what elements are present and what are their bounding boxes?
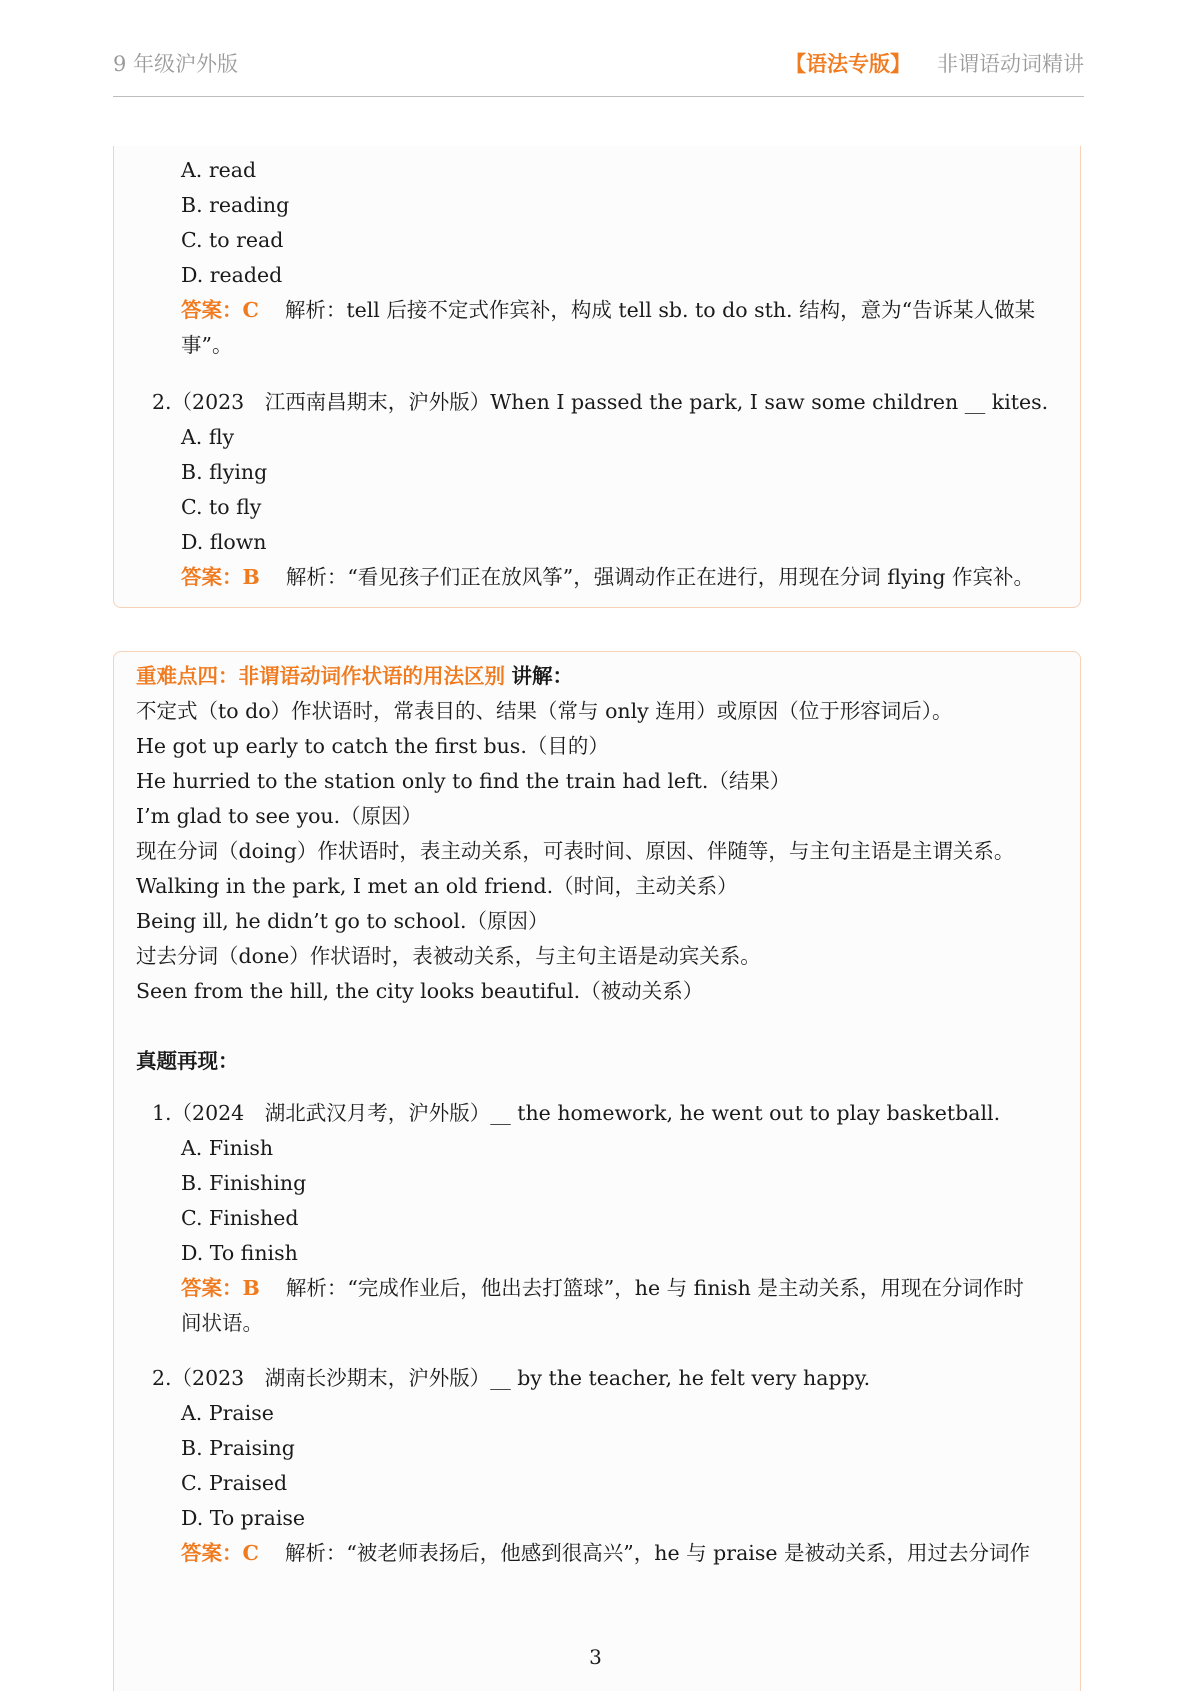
option: A. fly bbox=[181, 425, 235, 449]
answer-label: 答案：C bbox=[181, 1541, 259, 1565]
option: B. reading bbox=[181, 193, 290, 217]
explanation: 解析：“被老师表扬后，他感到很高兴”，he 与 praise 是被动关系，用过去分词作 bbox=[284, 1541, 1031, 1565]
answer-label: 答案：C bbox=[181, 298, 259, 322]
example-sentence: I’m glad to see you.（原因） bbox=[136, 804, 423, 828]
option: A. read bbox=[181, 158, 257, 182]
example-sentence: Seen from the hill, the city looks beautiful.（被动关系） bbox=[136, 979, 704, 1003]
option: D. To praise bbox=[181, 1506, 306, 1530]
header-tag: 【语法专版】 bbox=[785, 52, 911, 76]
option: C. to fly bbox=[181, 495, 262, 519]
explanation-line: 过去分词（done）作状语时，表被动关系，与主句主语是动宾关系。 bbox=[136, 944, 761, 968]
example-sentence: He got up early to catch the first bus.（目的） bbox=[136, 734, 609, 758]
option: D. To finish bbox=[181, 1241, 298, 1265]
explanation-continued: 事”。 bbox=[181, 333, 233, 357]
option: D. flown bbox=[181, 530, 267, 554]
answer-line bbox=[181, 1274, 1024, 1302]
answer-label: 答案：B bbox=[181, 565, 260, 589]
option: B. flying bbox=[181, 460, 268, 484]
explanation: 解析：“看见孩子们正在放风筝”，强调动作正在进行，用现在分词 flying 作宾补。 bbox=[285, 565, 1034, 589]
section-title-main: 重难点四：非谓语动词作状语的用法区别 bbox=[136, 664, 505, 688]
header-topic: 非谓语动词精讲 bbox=[937, 52, 1084, 76]
answer-label: 答案：B bbox=[181, 1276, 260, 1300]
example-sentence: He hurried to the station only to find the train had left.（结果） bbox=[136, 769, 791, 793]
option: A. Praise bbox=[181, 1401, 274, 1425]
explanation: 解析：tell 后接不定式作宾补，构成 tell sb. to do sth. 结构，意为“告诉某人做某 bbox=[284, 298, 1036, 322]
option: C. Praised bbox=[181, 1471, 288, 1495]
example-sentence: Being ill, he didn’t go to school.（原因） bbox=[136, 909, 549, 933]
question-stem: 2.（2023 湖南长沙期末，沪外版）__ by the teacher, he felt very happy. bbox=[152, 1366, 871, 1390]
explanation: 解析：“完成作业后，他出去打篮球”，he 与 finish 是主动关系，用现在分词作时 bbox=[285, 1276, 1024, 1300]
explanation-line: 现在分词（doing）作状语时，表主动关系，可表时间、原因、伴随等，与主句主语是主谓关系。 bbox=[136, 839, 1015, 863]
answer-line bbox=[181, 563, 1034, 591]
question-stem: 2.（2023 江西南昌期末，沪外版）When I passed the park, I saw some children __ kites. bbox=[152, 390, 1049, 414]
explanation-line: 不定式（to do）作状语时，常表目的、结果（常与 only 连用）或原因（位于形容词后）。 bbox=[136, 699, 953, 723]
question-stem: 1.（2024 湖北武汉月考，沪外版）__ the homework, he went out to play basketball. bbox=[152, 1101, 1001, 1125]
subheading: 真题再现： bbox=[136, 1049, 239, 1073]
example-sentence: Walking in the park, I met an old friend.（时间，主动关系） bbox=[136, 874, 738, 898]
option: C. Finished bbox=[181, 1206, 299, 1230]
page-number: 3 bbox=[589, 1645, 602, 1669]
answer-line bbox=[181, 296, 1035, 324]
header-right bbox=[785, 48, 1084, 78]
option: B. Finishing bbox=[181, 1171, 307, 1195]
page-header bbox=[113, 44, 1084, 97]
answer-line bbox=[181, 1539, 1030, 1567]
section-title-sub: 讲解： bbox=[511, 664, 574, 688]
section-title bbox=[136, 662, 573, 690]
option: B. Praising bbox=[181, 1436, 295, 1460]
option: C. to read bbox=[181, 228, 284, 252]
option: D. readed bbox=[181, 263, 283, 287]
header-grade: 9 年级沪外版 bbox=[113, 52, 239, 76]
explanation-continued: 间状语。 bbox=[181, 1311, 263, 1335]
option: A. Finish bbox=[181, 1136, 274, 1160]
